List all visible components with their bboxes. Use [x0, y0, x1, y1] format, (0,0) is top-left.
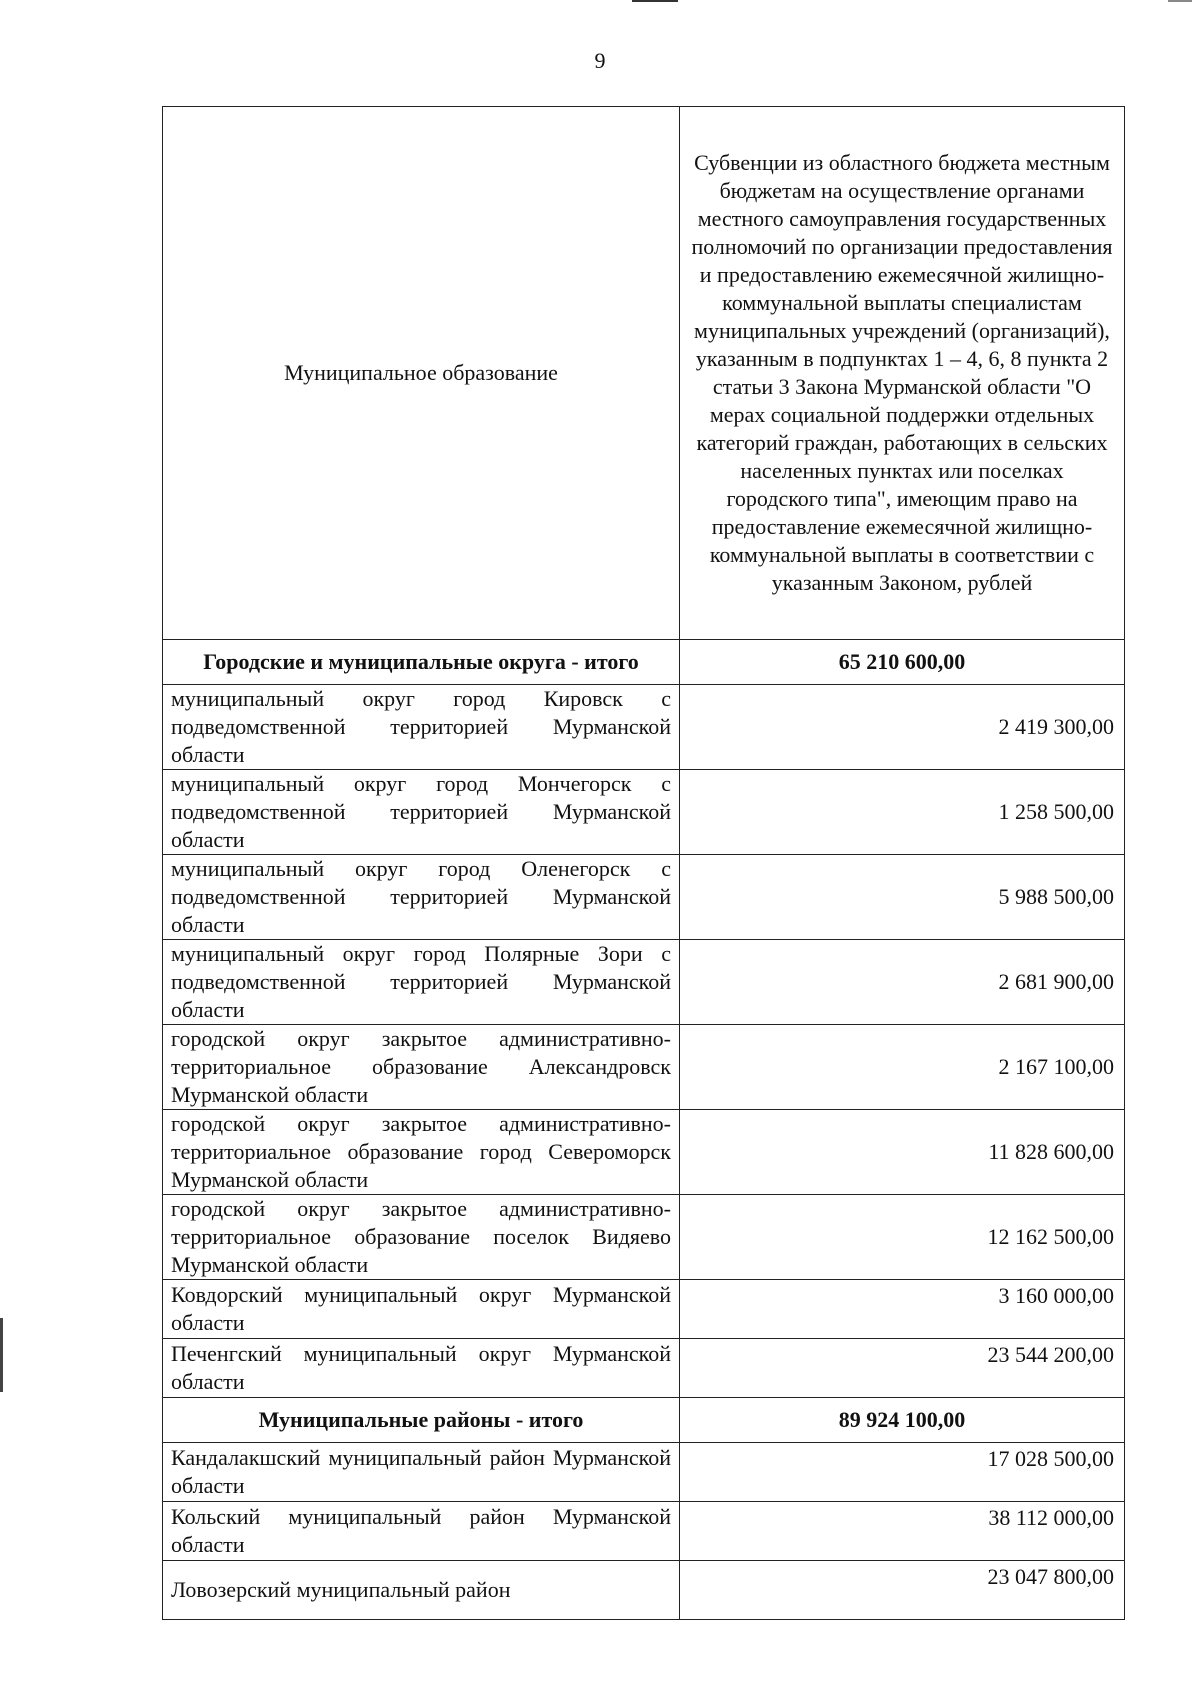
row-name: городской округ закрытое административно-территориальное образование Александровск Мурманской области [163, 1025, 680, 1110]
row-amount: 2 681 900,00 [680, 940, 1125, 1025]
table-row [163, 1339, 1125, 1398]
row-name: муниципальный округ город Мончегорск с подведомственной территорией Мурманской области [163, 770, 680, 855]
header-municipality: Муниципальное образование [163, 107, 680, 640]
row-amount: 23 544 200,00 [680, 1339, 1125, 1398]
row-amount: 11 828 600,00 [680, 1110, 1125, 1195]
table-row [163, 1025, 1125, 1110]
row-name: Кандалакшский муниципальный район Мурманской области [163, 1443, 680, 1502]
table-row [163, 940, 1125, 1025]
row-amount: 23 047 800,00 [680, 1561, 1125, 1620]
row-name: Ловозерский муниципальный район [163, 1561, 680, 1620]
table-row [163, 1280, 1125, 1339]
section-total-row [163, 1398, 1125, 1443]
row-name: муниципальный округ город Оленегорск с подведомственной территорией Мурманской области [163, 855, 680, 940]
table-row [163, 685, 1125, 770]
row-amount: 17 028 500,00 [680, 1443, 1125, 1502]
table-row [163, 1195, 1125, 1280]
row-amount: 12 162 500,00 [680, 1195, 1125, 1280]
scan-mark-left-edge [0, 1318, 3, 1392]
scan-mark-top-right [1168, 0, 1192, 2]
table-row [163, 1443, 1125, 1502]
row-name: муниципальный округ город Полярные Зори с подведомственной территорией Мурманской области [163, 940, 680, 1025]
row-name: Кольский муниципальный район Мурманской области [163, 1502, 680, 1561]
section-total-row [163, 640, 1125, 685]
row-amount: 5 988 500,00 [680, 855, 1125, 940]
row-name: Ковдорский муниципальный округ Мурманской области [163, 1280, 680, 1339]
table-row [163, 1561, 1125, 1620]
page-number: 9 [594, 48, 606, 73]
subsidy-table [162, 106, 1125, 1620]
section-title: Муниципальные районы - итого [163, 1398, 680, 1443]
section-total: 65 210 600,00 [680, 640, 1125, 685]
row-amount: 3 160 000,00 [680, 1280, 1125, 1339]
row-name: Печенгский муниципальный округ Мурманской области [163, 1339, 680, 1398]
table-row [163, 1110, 1125, 1195]
table-header-row [163, 107, 1125, 640]
row-amount: 2 167 100,00 [680, 1025, 1125, 1110]
row-amount: 1 258 500,00 [680, 770, 1125, 855]
row-amount: 2 419 300,00 [680, 685, 1125, 770]
row-name: муниципальный округ город Кировск с подведомственной территорией Мурманской области [163, 685, 680, 770]
table-row [163, 1502, 1125, 1561]
header-subsidy: Субвенции из областного бюджета местным бюджетам на осуществление органами местного самоуправления государственных полномочий по организации предоставления и предоставлению ежемесячной жилищно-коммунальной выплаты специалистам муниципальных учреждений (организаций), указанным в подпунктах 1 – 4, 6, 8 пункта 2 статьи 3 Закона Мурманской области "О мерах социальной поддержки отдельных категорий граждан, работающих в сельских населенных пунктах или поселках городского типа", имеющим право на предоставление ежемесячной жилищно-коммунальной выплаты в соответствии с указанным Законом, рублей [680, 107, 1125, 640]
row-name: городской округ закрытое административно-территориальное образование поселок Видяево Мурманской области [163, 1195, 680, 1280]
section-total: 89 924 100,00 [680, 1398, 1125, 1443]
scan-mark-top [632, 0, 678, 2]
row-amount: 38 112 000,00 [680, 1502, 1125, 1561]
section-title: Городские и муниципальные округа - итого [163, 640, 680, 685]
table-row [163, 770, 1125, 855]
table-row [163, 855, 1125, 940]
row-name: городской округ закрытое административно-территориальное образование город Североморск Мурманской области [163, 1110, 680, 1195]
